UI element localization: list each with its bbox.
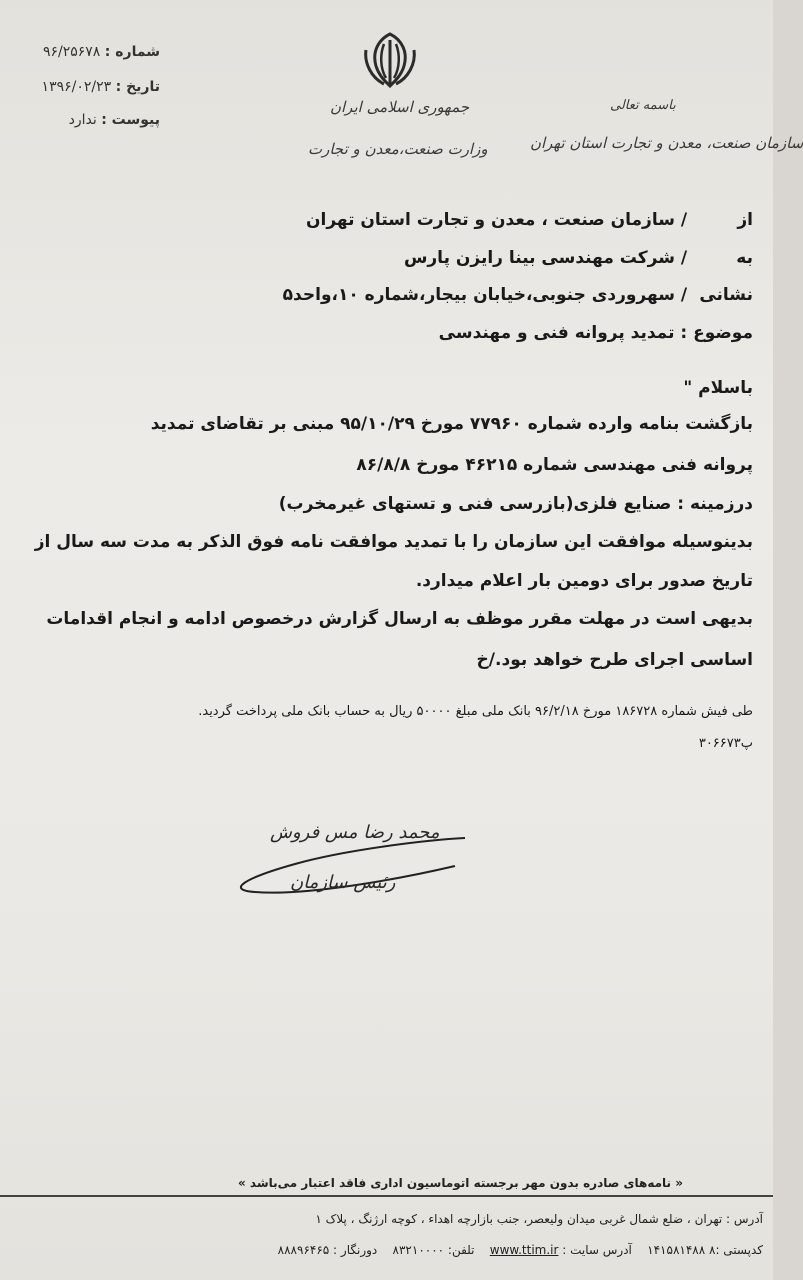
signatory-title: رئیس سازمان bbox=[290, 872, 396, 893]
number-value: ۹۶/۲۵۶۷۸ bbox=[42, 44, 101, 60]
body-line: بدینوسیله موافقت این سازمان را با تمدید موافقت نامه فوق الذکر به مدت سه سال از bbox=[34, 532, 753, 552]
to-line bbox=[404, 248, 753, 268]
date-label: تاریخ : bbox=[115, 79, 160, 95]
letter-number bbox=[10, 44, 160, 60]
payment-note: طی فیش شماره ۱۸۶۷۲۸ مورخ ۹۶/۲/۱۸ بانک ملی مبلغ ۵۰۰۰۰ ریال به حساب بانک ملی پرداخت گردید. bbox=[198, 704, 753, 719]
to-value: / شرکت مهندسی بینا رایزن پارس bbox=[403, 248, 688, 268]
payment-reference: پ۳۰۶۶۷۳ bbox=[698, 736, 753, 751]
signatory-name: محمد رضا مس فروش bbox=[270, 822, 440, 843]
subject-label: موضوع : bbox=[680, 323, 753, 343]
fax-label: دورنگار : bbox=[333, 1243, 378, 1257]
bismillah: باسمه تعالی bbox=[610, 98, 676, 113]
site-label: آدرس سایت : bbox=[562, 1243, 632, 1257]
attachment-label: پیوست : bbox=[101, 112, 160, 128]
footer-contacts bbox=[278, 1243, 763, 1257]
body-line: درزمینه : صنایع فلزی(بازرسی فنی و تستهای غیرمخرب) bbox=[278, 494, 753, 514]
address-label: نشانی bbox=[699, 285, 753, 305]
number-label: شماره : bbox=[104, 44, 160, 60]
footer-address: آدرس : تهران ، ضلع شمال غربی میدان ولیعصر، جنب بازارچه اهداء ، کوچه ارژنگ ، پلاک ۱ bbox=[315, 1212, 763, 1226]
ministry-title: وزارت صنعت،معدن و تجارت bbox=[308, 140, 488, 158]
body-line: اساسی اجرای طرح خواهد بود./خ bbox=[476, 650, 753, 670]
subject-line bbox=[439, 323, 753, 343]
body-line: بدیهی است در مهلت مقرر موظف به ارسال گزارش درخصوص ادامه و انجام اقدامات bbox=[46, 609, 753, 629]
postal-code: کدپستی :۸ ۱۴۱۵۸۱۴۸۸ bbox=[647, 1243, 763, 1257]
body-line: تاریخ صدور برای دومین بار اعلام میدارد. bbox=[415, 571, 753, 591]
phone-label: تلفن: bbox=[447, 1243, 475, 1257]
address-value: / سهروردی جنوبی،خیابان بیجار،شماره ۱۰،واحد۵ bbox=[282, 285, 688, 305]
subject-value: تمدید پروانه فنی و مهندسی bbox=[438, 323, 675, 343]
date-value: ۱۳۹۶/۰۲/۲۳ bbox=[41, 79, 112, 95]
body-line: بازگشت بنامه وارده شماره ۷۷۹۶۰ مورخ ۹۵/۱۰/۲۹ مبنی بر تقاضای تمدید bbox=[150, 414, 753, 434]
footer-divider bbox=[0, 1195, 773, 1197]
greeting: باسلام " bbox=[683, 378, 753, 398]
organization-title: سازمان صنعت، معدن و تجارت استان تهران bbox=[530, 134, 803, 152]
iran-emblem-icon bbox=[358, 30, 422, 90]
from-label: از bbox=[737, 210, 753, 230]
from-value: / سازمان صنعت ، معدن و تجارت استان تهران bbox=[305, 210, 688, 230]
attachment-value: ندارد bbox=[68, 112, 97, 128]
body-line: پروانه فنی مهندسی شماره ۴۶۲۱۵ مورخ ۸۶/۸/۸ bbox=[356, 455, 753, 475]
fax-number: ۸۸۸۹۶۴۶۵ bbox=[277, 1243, 330, 1257]
from-line bbox=[306, 210, 753, 230]
footer-notice: « نامه‌های صادره بدون مهر برجسته اتوماسیون اداری فاقد اعتبار می‌باشد » bbox=[237, 1176, 683, 1190]
phone-number: ۸۳۲۱۰۰۰۰ bbox=[392, 1243, 445, 1257]
address-line bbox=[283, 285, 753, 305]
letter-date bbox=[10, 79, 160, 95]
to-label: به bbox=[736, 248, 753, 268]
republic-title: جمهوری اسلامی ایران bbox=[330, 98, 470, 116]
website-link[interactable]: www.ttim.ir bbox=[489, 1243, 559, 1257]
letter-attachment bbox=[10, 112, 160, 128]
